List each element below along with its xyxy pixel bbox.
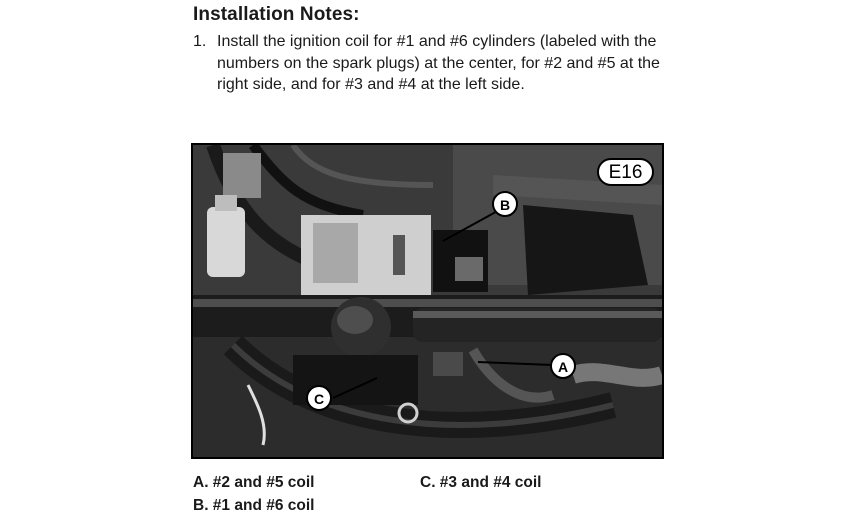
note-item [193, 31, 693, 96]
callout-c [307, 386, 331, 410]
callout-a [551, 354, 575, 378]
caption-b: B. #1 and #6 coil [193, 497, 315, 514]
callout-a-label: A [557, 359, 569, 375]
installation-notes [193, 31, 693, 96]
callout-b [493, 192, 517, 216]
caption-a: A. #2 and #5 coil [193, 474, 315, 491]
figure-id-badge [598, 159, 653, 185]
note-text: Install the ignition coil for #1 and #6 cylinders (labeled with the numbers on the spark plugs) at the center, for #2 and #5 at the right side, and for #3 and #4 at the left side. [217, 33, 660, 93]
callout-c-label: C [313, 391, 325, 407]
figure-id: E16 [608, 162, 643, 183]
engine-photo-illustration [193, 145, 662, 457]
section-heading: Installation Notes: [193, 4, 360, 25]
callout-b-label: B [499, 197, 511, 213]
caption-c: C. #3 and #4 coil [420, 474, 542, 491]
note-number: 1. [193, 33, 207, 50]
engine-photo [191, 143, 664, 459]
